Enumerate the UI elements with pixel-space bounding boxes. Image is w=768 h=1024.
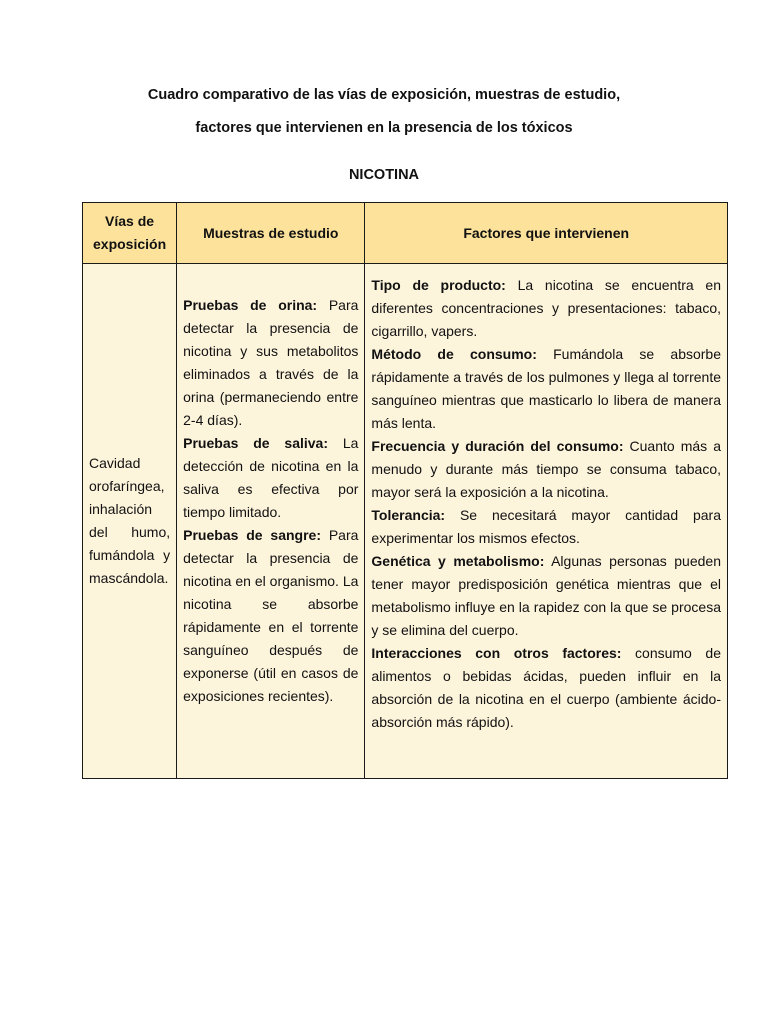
document-title bbox=[0, 84, 768, 140]
section-heading: NICOTINA bbox=[348, 167, 420, 183]
muestra-text: Para detectar la presencia de nicotina en el organismo. La nicotina se absorbe rápidamente en el torrente sanguíneo después de exponerse (útil en casos de exposiciones recientes). bbox=[183, 527, 359, 704]
factor-entry-interacciones bbox=[371, 642, 721, 734]
header-factores-intervienen: Factores que intervienen bbox=[365, 203, 728, 264]
header-vias-exposicion: Vías de exposición bbox=[83, 203, 177, 264]
table-row bbox=[83, 264, 728, 779]
factor-label: Genética y metabolismo: bbox=[371, 553, 545, 569]
muestra-label: Pruebas de sangre: bbox=[183, 527, 321, 543]
title-line-1: Cuadro comparativo de las vías de exposición, muestras de estudio, bbox=[147, 87, 621, 103]
factor-entry-frecuencia bbox=[371, 435, 721, 504]
muestra-entry-saliva bbox=[183, 432, 358, 524]
muestra-label: Pruebas de orina: bbox=[183, 297, 318, 313]
factor-text: Algunas personas pueden tener mayor predisposición genética mientras que el metabolismo influye en la rapidez con la que se procesa y se elimina del cuerpo. bbox=[371, 553, 721, 638]
factor-text: Cuanto más a menudo y durante más tiempo se consuma tabaco, mayor será la exposición a la nicotina. bbox=[371, 438, 721, 500]
muestra-entry-sangre bbox=[183, 524, 358, 708]
cell-factores-intervienen bbox=[365, 264, 728, 779]
factor-label: Tolerancia: bbox=[371, 507, 446, 523]
factor-label: Tipo de producto: bbox=[371, 277, 506, 293]
muestra-text: Para detectar la presencia de nicotina y sus metabolitos eliminados a través de la orina (permaneciendo entre 2-4 días). bbox=[183, 297, 359, 428]
factor-label: Interacciones con otros factores: bbox=[371, 645, 622, 661]
title-line-2: factores que intervienen en la presencia de los tóxicos bbox=[195, 120, 573, 136]
muestra-text: La detección de nicotina en la saliva es efectiva por tiempo limitado. bbox=[183, 435, 359, 520]
factor-entry-tipo-producto bbox=[371, 274, 721, 343]
factor-entry-tolerancia bbox=[371, 504, 721, 550]
table-header-row bbox=[83, 203, 728, 264]
muestra-entry-orina bbox=[183, 294, 358, 432]
factor-text: Fumándola se absorbe rápidamente a través de los pulmones y llega al torrente sanguíneo mientras que masticarlo lo libera de manera más lenta. bbox=[371, 346, 722, 431]
factor-label: Frecuencia y duración del consumo: bbox=[371, 438, 624, 454]
factor-text: Se necesitará mayor cantidad para experimentar los mismos efectos. bbox=[371, 507, 721, 546]
muestra-label: Pruebas de saliva: bbox=[183, 435, 328, 451]
factor-entry-metodo-consumo bbox=[371, 343, 721, 435]
header-muestras-estudio: Muestras de estudio bbox=[177, 203, 365, 264]
cell-vias-exposicion: Cavidad orofaríngea, inhalación del humo, fumándola y mascándola. bbox=[83, 264, 177, 779]
factor-label: Método de consumo: bbox=[371, 346, 537, 362]
cell-muestras-estudio bbox=[177, 264, 365, 779]
factor-text: consumo de alimentos o bebidas ácidas, pueden influir en la absorción de la nicotina en el cuerpo (ambiente ácido-absorción más rápido). bbox=[371, 645, 721, 730]
factor-entry-genetica bbox=[371, 550, 721, 642]
factor-text: La nicotina se encuentra en diferentes concentraciones y presentaciones: tabaco, cigarrillo, vapers. bbox=[371, 277, 722, 339]
comparison-table bbox=[82, 202, 728, 779]
